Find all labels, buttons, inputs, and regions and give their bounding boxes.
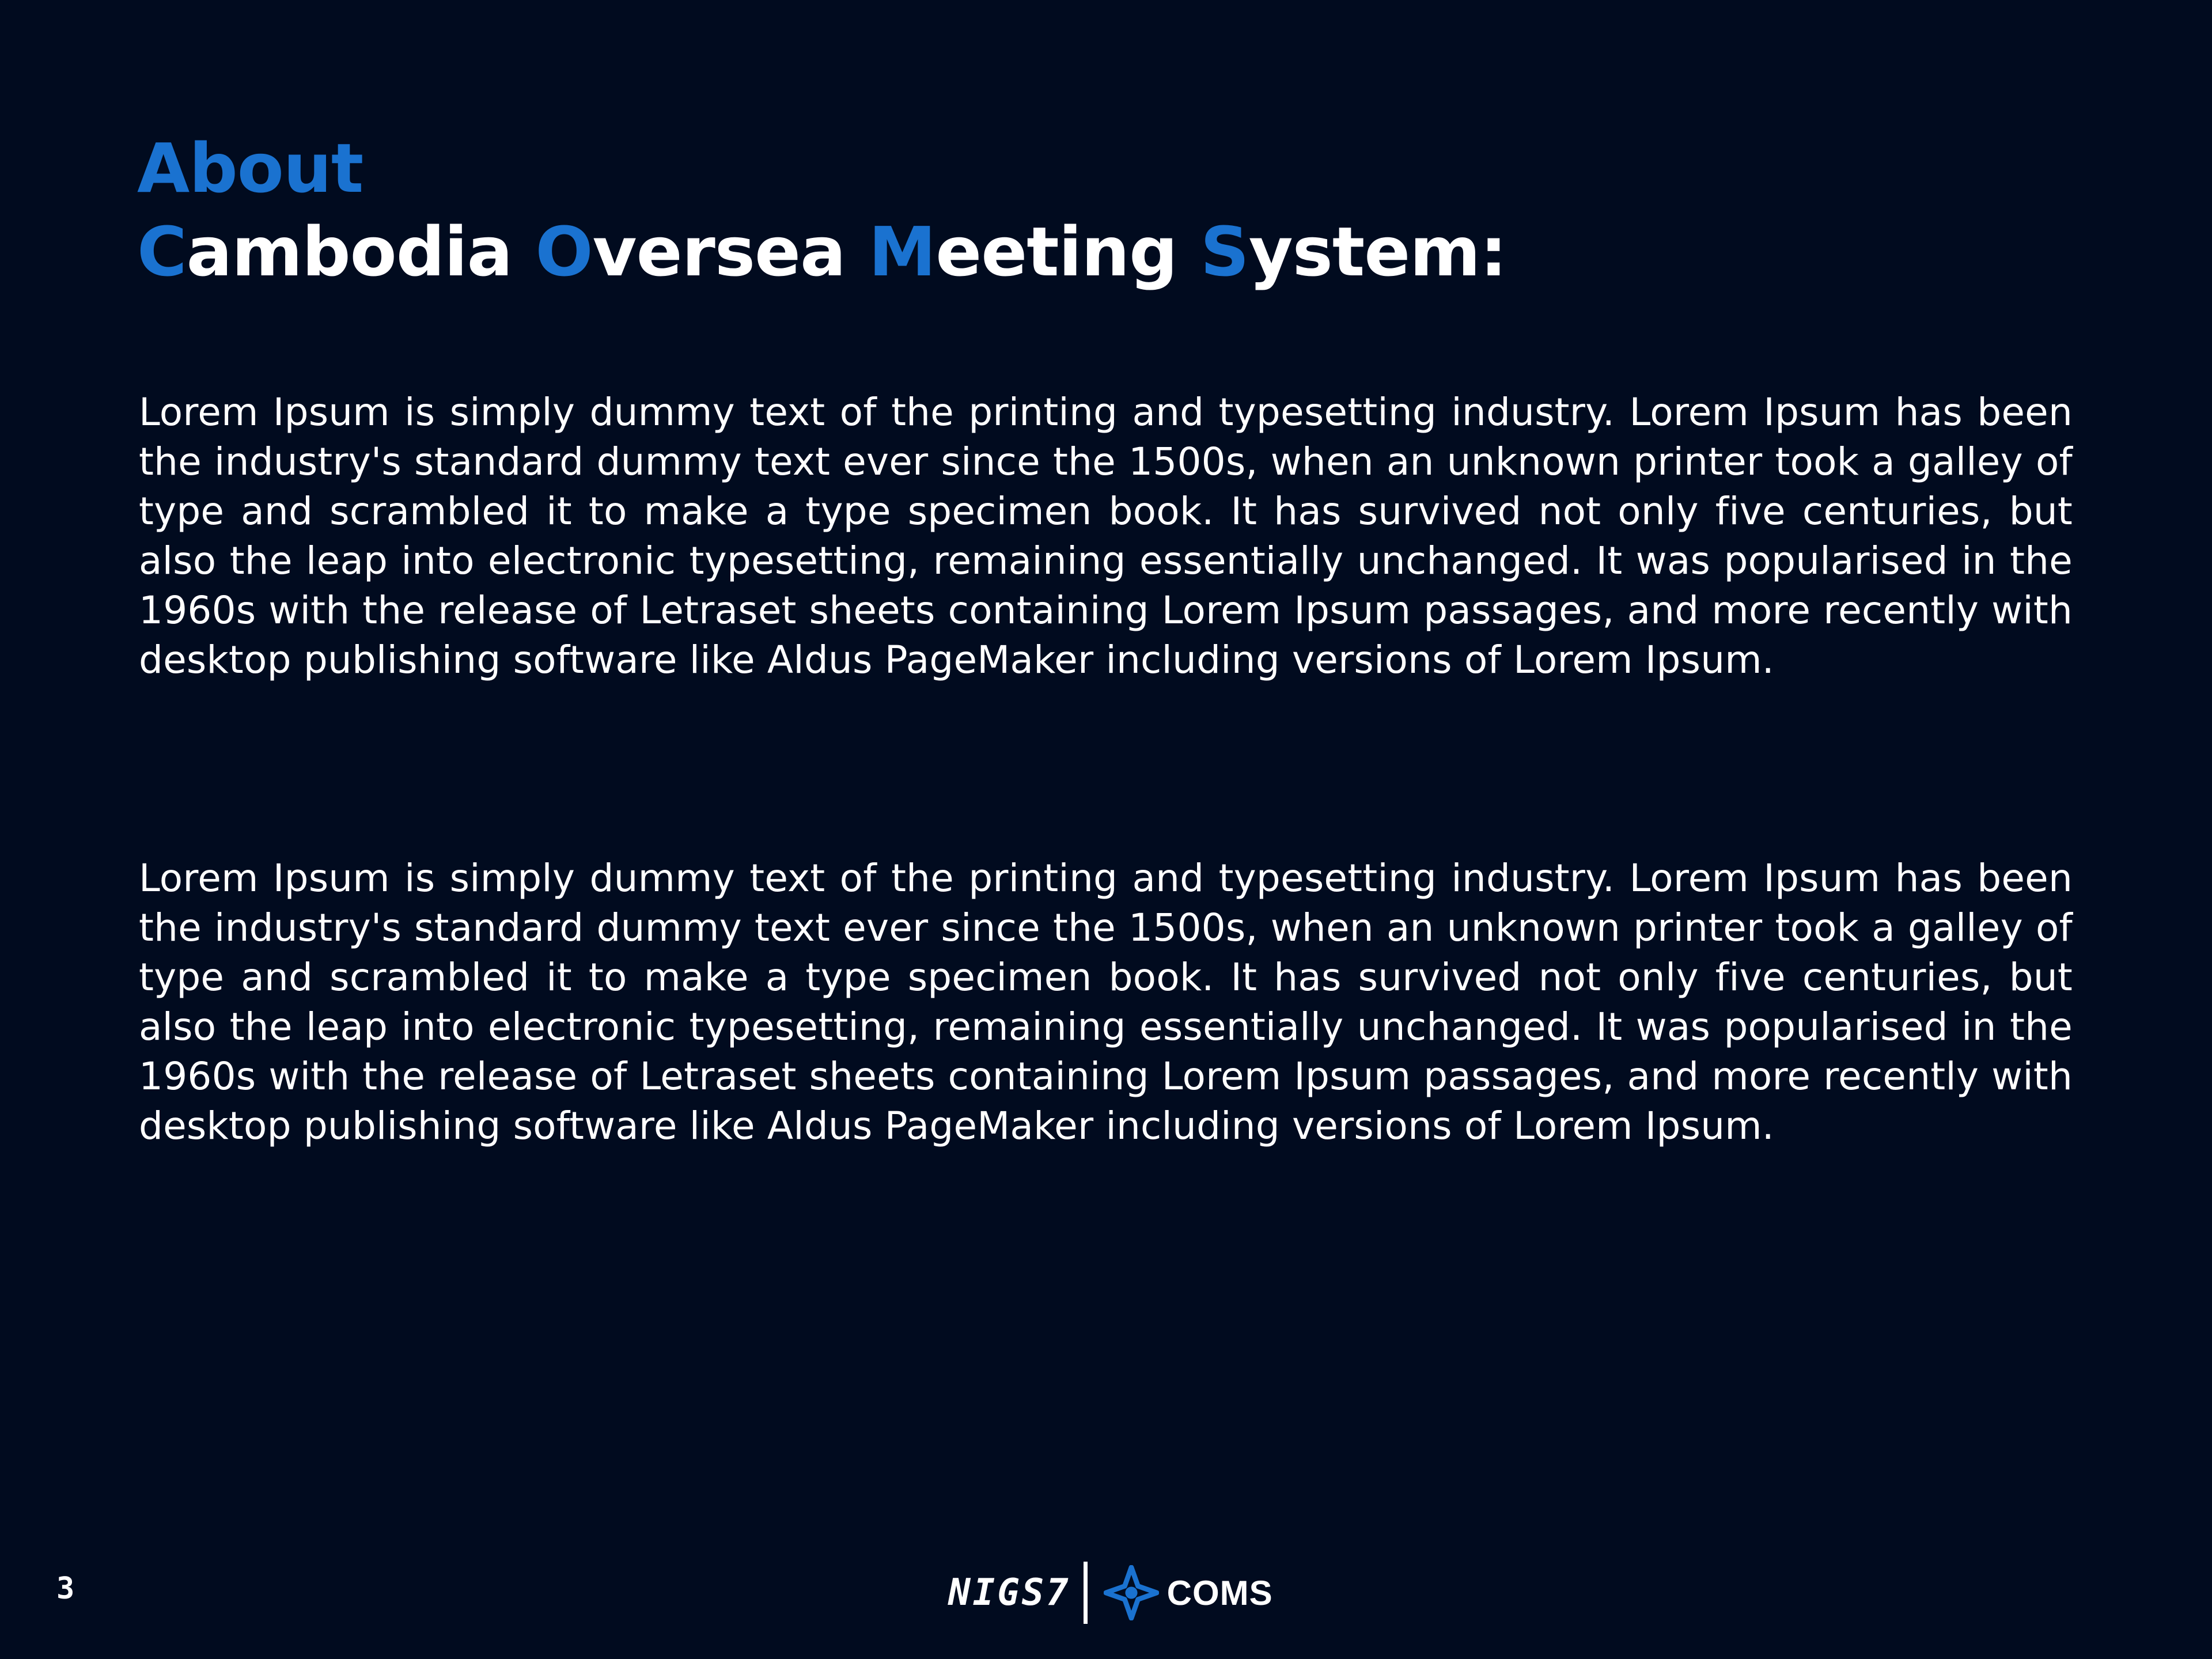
- page-number: 3: [56, 1571, 75, 1606]
- coms-logo-text: COMS: [1166, 1573, 1273, 1612]
- title-initial: C: [137, 212, 187, 291]
- heading-title: [137, 209, 2096, 295]
- coms-logo-icon: [1104, 1565, 1159, 1620]
- title-word: ystem:: [1248, 212, 1507, 291]
- title-word: ambodia: [186, 212, 536, 291]
- footer-logo: [948, 1561, 1273, 1624]
- title-part: [1200, 212, 1507, 291]
- title-part: [137, 212, 535, 291]
- body-paragraph-2: Lorem Ipsum is simply dummy text of the printing and typesetting industry. Lorem Ipsum has been the industry's standard dummy text ever since the 1500s, when an unknown printer took a galley of type and scrambled it to make a type specimen book. It has survived not only five centuries, but also the leap into electronic typesetting, remaining essentially unchanged. It was popularised in the 1960s with the release of Letraset sheets containing Lorem Ipsum passages, and more recently with desktop publishing software like Aldus PageMaker including versions of Lorem Ipsum.: [139, 856, 2073, 1148]
- title-initial: O: [535, 212, 593, 291]
- title-part: [869, 212, 1200, 291]
- title-word: versea: [592, 212, 869, 291]
- page-heading: [137, 128, 2096, 295]
- nigs-logo-text: NIGS7: [948, 1571, 1071, 1614]
- title-word: eeting: [935, 212, 1200, 291]
- body-paragraph-1: Lorem Ipsum is simply dummy text of the printing and typesetting industry. Lorem Ipsum has been the industry's standard dummy text ever since the 1500s, when an unknown printer took a galley of type and scrambled it to make a type specimen book. It has survived not only five centuries, but also the leap into electronic typesetting, remaining essentially unchanged. It was popularised in the 1960s with the release of Letraset sheets containing Lorem Ipsum passages, and more recently with desktop publishing software like Aldus PageMaker including versions of Lorem Ipsum.: [139, 390, 2073, 682]
- logo-divider: [1084, 1562, 1088, 1624]
- title-part: [535, 212, 868, 291]
- title-initial: M: [868, 212, 936, 291]
- heading-about: About: [137, 128, 363, 208]
- title-initial: S: [1200, 212, 1249, 291]
